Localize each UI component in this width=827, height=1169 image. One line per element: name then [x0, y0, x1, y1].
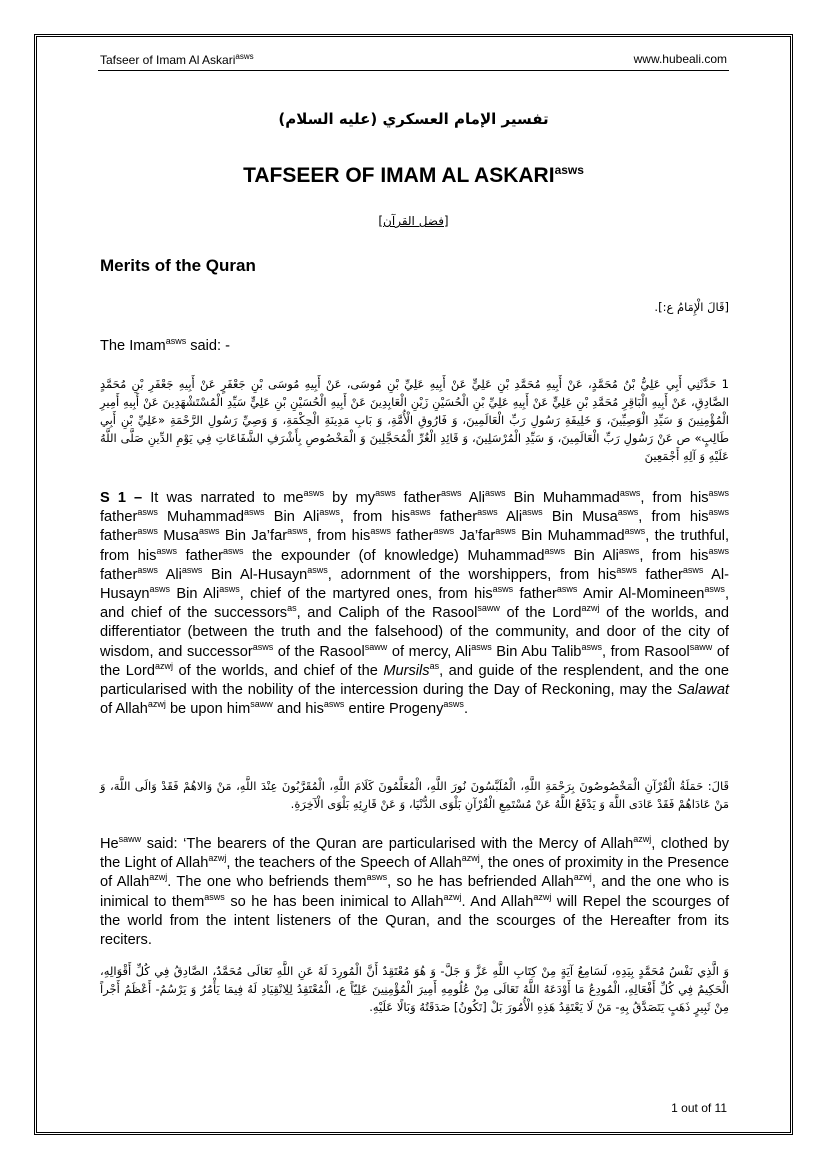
page-number: 1 out of 11 — [671, 1101, 727, 1115]
arabic-chain-paragraph: 1 حَدَّثَنِي أَبِي عَلِيُّ بْنُ مُحَمَّدٍ، عَنْ أَبِيهِ مُحَمَّدِ بْنِ عَلِيٍّ عَنْ أَبِيهِ عَلِيِّ بْنِ مُوسَى، عَنْ أَبِيهِ مُوسَى بْنِ جَعْفَرٍ عَنْ أَبِيهِ جَعْفَرِ بْنِ مُحَمَّدٍ الصَّادِقِ، عَنْ أَبِيهِ الْبَاقِرِ مُحَمَّدِ بْنِ عَلِيٍّ عَنْ أَبِيهِ عَلِيِّ بْنِ الْحُسَيْنِ زَيْنِ الْعَابِدِينَ عَنْ أَبِيهِ الْحُسَيْنِ بْنِ عَلِيٍّ سَيِّدِ الْمُسْتَشْهَدِينَ عَنْ أَبِيهِ أَمِيرِ الْمُؤْمِنِينَ وَ سَيِّدِ الْوَصِيِّينَ، وَ خَلِيفَةِ رَسُولِ رَبِّ الْعَالَمِينَ، وَ فَارُوقِ الْأُمَّةِ، وَ بَابِ مَدِينَةِ الْحِكْمَةِ، وَ وَصِيِّ رَسُولِ الرَّحْمَةِ «عَلِيِّ بْنِ أَبِي طَالِبٍ» ص عَنْ رَسُولِ رَبِّ الْعَالَمِينَ، وَ سَيِّدِ الْمُرْسَلِينَ، وَ قَائِدِ الْغُرِّ الْمُحَجَّلِينَ وَ الْمَخْصُوصِ بِأَشْرَفِ الشَّفَاعَاتِ فِي يَوْمِ الدِّينِ صَلَّى اللَّهُ عَلَيْهِ وَ آلِهِ أَجْمَعِينَ — [100, 377, 729, 463]
header-website: www.hubeali.com — [633, 52, 727, 66]
quran-bearers-paragraph: $He^{saww}$ said: ‘The bearers of the Quran are particularised with the Mercy of Allah$^{azwj}$, clothed by the Light of Allah$^{azwj}$, the teachers of the Speech of Allah$^{azwj}$, the ones of proximity in the Presence of Allah$^{azwj}$. The one who befriends them$^{asws}$, so he has befriended Allah$^{azwj}$, and the one who is inimical to them$^{asws}$ so he has been inimical to Allah$^{azwj}$. And Allah$^{azwj}$ will Repel the scourges of the world from the intent listeners of the Quran, and the scourges of the Hereafter from its reciters. — [100, 834, 730, 949]
arabic-title: تفسير الإمام العسكري (عليه السلام) — [278, 110, 549, 128]
arabic-subtitle: [فضل القرآن] — [378, 214, 449, 228]
header-divider — [98, 70, 729, 71]
section-heading: Merits of the Quran — [100, 256, 256, 275]
arabic-qala: [قَالَ الْإِمَامُ ع:]. — [654, 300, 729, 314]
arabic-paragraph-3: وَ الَّذِي نَفْسُ مُحَمَّدٍ بِيَدِهِ، لَسَامِعُ آيَةٍ مِنْ كِتَابِ اللَّهِ عَزَّ وَ جَلَّ- وَ هُوَ مُعْتَقِدٌ أَنَّ الْمُورِدَ لَهُ عَنِ اللَّهِ تَعَالَى مُحَمَّدٌ، الصَّادِقُ فِي كُلِّ أَقْوَالِهِ، الْحَكِيمُ فِي كُلِّ أَفْعَالِهِ، الْمُودِعُ مَا أَوْدَعَهُ اللَّهُ تَعَالَى مِنْ عُلُومِهِ أَمِيرَ الْمُؤْمِنِينَ عَلِيّاً ع، الْمُعْتَقِدُ لِلِانْقِيَادِ لَهُ فِيمَا يَأْمُرُ وَ يَرْسُمُ- أَعْظَمُ أَجْراً مِنْ ثَبِيرٍ ذَهَبٍ يَتَصَدَّقُ بِهِ- مَنْ لَا يَعْتَقِدُ هَذِهِ الْأُمُورَ بَلْ [تَكُونُ] صَدَقَتُهُ وَبَالًا عَلَيْهِ. — [100, 964, 729, 1014]
page-title: TAFSEER OF IMAM AL $ASKARI^{asws}$ — [243, 163, 584, 187]
header-title: Tafseer of Imam Al Askari$^{asws}$ — [100, 52, 254, 67]
arabic-paragraph-2: قَالَ: حَمَلَةُ الْقُرْآنِ الْمَخْصُوصُونَ بِرَحْمَةِ اللَّهِ، الْمُلَبَّسُونَ نُورَ اللَّهِ، الْمُعَلَّمُونَ كَلَامَ اللَّهِ، الْمُقَرَّبُونَ عِنْدَ اللَّهِ، مَنْ وَالاهُمْ فَقَدْ وَالَى اللَّهَ، وَ مَنْ عَادَاهُمْ فَقَدْ عَادَى اللَّهَ وَ يَدْفَعُ اللَّهُ عَنْ مُسْتَمِعِ الْقُرْآنِ بَلْوَى الدُّنْيَا، وَ عَنْ قَارِئِهِ بَلْوَى الْآخِرَةِ. — [100, 779, 729, 811]
imam-said-line: The Imam$^{asws}$ said: - — [100, 336, 230, 354]
narration-paragraph: S 1 – It was narrated to $me^{asws}$ by $my^{asws}$ father$^{asws}$ Ali$^{asws}$ Bin Muhammad$^{asws}$, from his$^{asws}$ father$^{asws}$ Muhammad$^{asws}$ Bin Ali$^{asws}$, from his$^{asws}$ father$^{asws}$ Ali$^{asws}$ Bin Musa$^{asws}$, from his$^{asws}$ father$^{asws}$ Musa$^{asws}$ Bin Ja’far$^{asws}$, from his$^{asws}$ father$^{asws}$ Ja’far$^{asws}$ Bin Muhammad$^{asws}$, the truthful, from his$^{asws}$ father$^{asws}$ the expounder (of knowledge) Muhammad$^{asws}$ Bin Ali$^{asws}$, from his$^{asws}$ father$^{asws}$ Ali$^{asws}$ Bin Al-Husayn$^{asws}$, adornment of the worshippers, from his$^{asws}$ father$^{asws}$ Al-Husayn$^{asws}$ Bin Ali$^{asws}$, chief of the martyred ones, from his$^{asws}$ father$^{asws}$ Amir Al-Momineen$^{asws}$, and chief of the successors$^{as}$, and Caliph of the Rasool$^{saww}$ of the Lord$^{azwj}$ of the worlds, and differentiator (between the truth and the falsehood) of the community, and door of the city of wisdom, and successor$^{asws}$ of the Rasool$^{saww}$ of mercy, Ali$^{asws}$ Bin Abu Talib$^{asws}$, from Rasool$^{saww}$ of the Lord$^{azwj}$ of the worlds, and chief of the Mursils$^{as}$, and guide of the resplendent, and the one particularised with the nobility of the intercession during the Day of Reckoning, may the Salawat of Allah$^{azwj}$ be upon him$^{saww}$ and his$^{asws}$ entire Progeny$^{asws}$. — [100, 488, 730, 718]
